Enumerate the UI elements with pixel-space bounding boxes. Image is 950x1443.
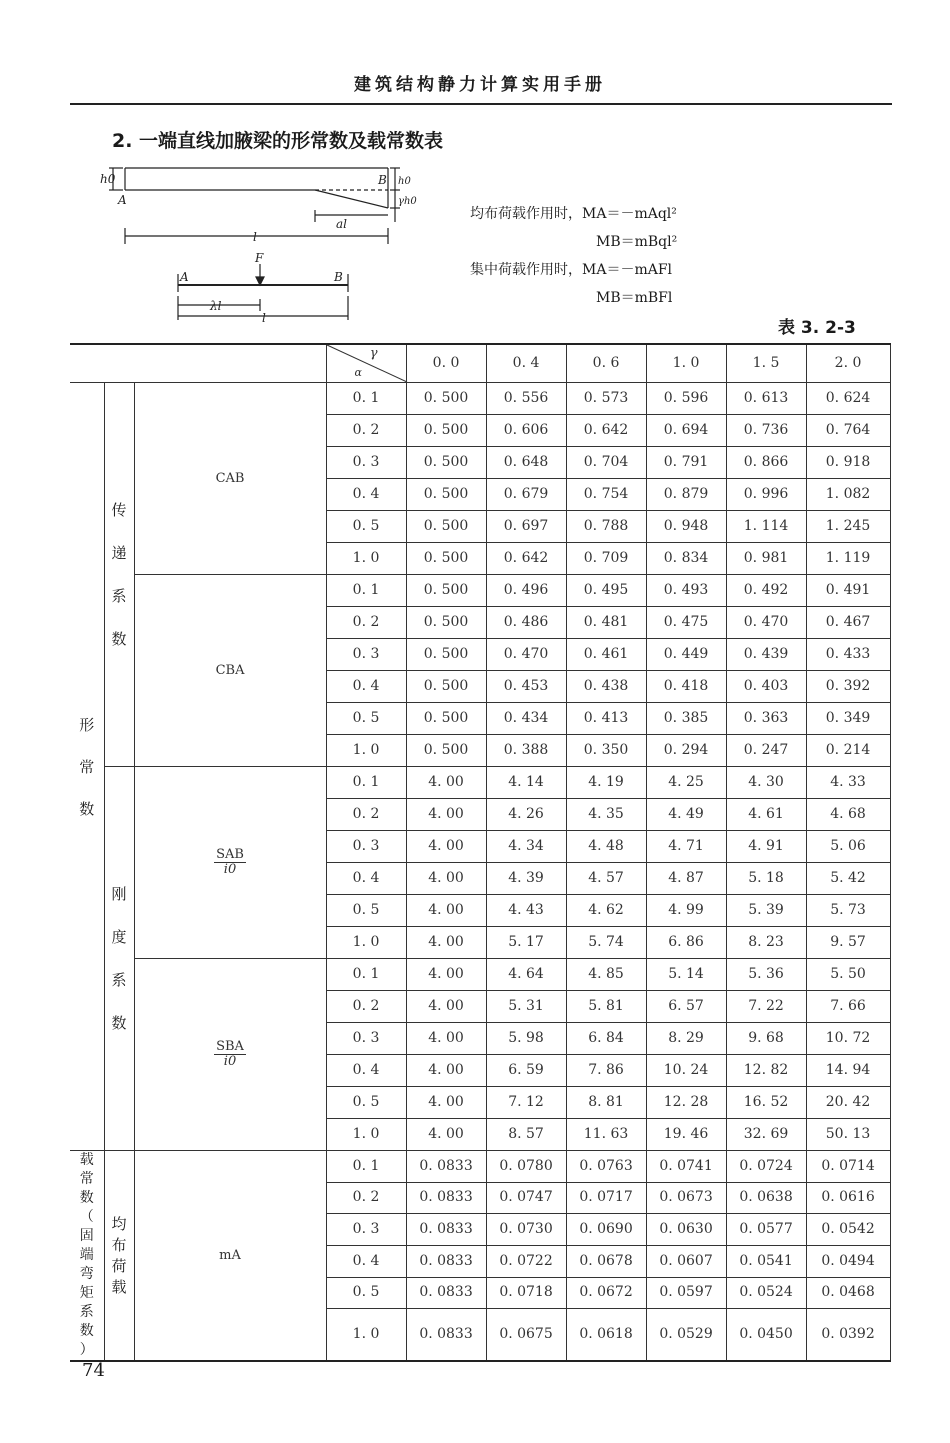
- value-cell: 0. 500: [406, 639, 486, 671]
- value-cell: 4. 00: [406, 767, 486, 799]
- value-cell: 4. 00: [406, 895, 486, 927]
- alpha-cell: 0. 4: [326, 1055, 406, 1087]
- table-row: [70, 1151, 890, 1183]
- value-cell: 0. 500: [406, 511, 486, 543]
- table-row: [70, 383, 890, 415]
- value-cell: 0. 679: [486, 479, 566, 511]
- alpha-cell: 1. 0: [326, 543, 406, 575]
- value-cell: 0. 573: [566, 383, 646, 415]
- running-header: 建筑结构静力计算实用手册: [354, 75, 606, 95]
- table-row: [70, 767, 890, 799]
- value-cell: 0. 0763: [566, 1151, 646, 1183]
- value-cell: 0. 495: [566, 575, 646, 607]
- value-cell: 8. 29: [646, 1023, 726, 1055]
- value-cell: 0. 0577: [726, 1214, 806, 1246]
- value-cell: 0. 648: [486, 447, 566, 479]
- value-cell: 0. 500: [406, 703, 486, 735]
- value-cell: 0. 0730: [486, 1214, 566, 1246]
- value-cell: 0. 0690: [566, 1214, 646, 1246]
- alpha-cell: 1. 0: [326, 735, 406, 767]
- value-cell: 0. 0833: [406, 1182, 486, 1214]
- value-cell: 0. 0597: [646, 1277, 726, 1309]
- subcategory-uniform-load-text: 均 布 荷 载: [111, 1214, 127, 1296]
- value-cell: 0. 433: [806, 639, 890, 671]
- alpha-cell: 0. 5: [326, 1277, 406, 1309]
- param-cab-label: CAB: [215, 470, 245, 486]
- header-blank: [70, 344, 326, 383]
- value-cell: 0. 475: [646, 607, 726, 639]
- category-load-constants: [70, 1151, 104, 1362]
- value-cell: 12. 28: [646, 1087, 726, 1119]
- value-cell: 50. 13: [806, 1119, 890, 1151]
- value-cell: 1. 114: [726, 511, 806, 543]
- header-gamma-2: 0. 6: [566, 344, 646, 383]
- alpha-cell: 1. 0: [326, 1119, 406, 1151]
- label-h0-left: h0: [100, 172, 116, 186]
- value-cell: 0. 596: [646, 383, 726, 415]
- header-gamma: γ: [369, 346, 378, 361]
- value-cell: 0. 0833: [406, 1309, 486, 1361]
- alpha-cell: 0. 2: [326, 1182, 406, 1214]
- value-cell: 0. 0673: [646, 1182, 726, 1214]
- value-cell: 4. 14: [486, 767, 566, 799]
- coefficient-table: [70, 343, 891, 1362]
- alpha-cell: 0. 4: [326, 479, 406, 511]
- value-cell: 0. 624: [806, 383, 890, 415]
- alpha-cell: 0. 5: [326, 1087, 406, 1119]
- value-cell: 0. 491: [806, 575, 890, 607]
- value-cell: 0. 449: [646, 639, 726, 671]
- value-cell: 9. 57: [806, 927, 890, 959]
- value-cell: 6. 86: [646, 927, 726, 959]
- value-cell: 4. 19: [566, 767, 646, 799]
- header-gamma-0: 0. 0: [406, 344, 486, 383]
- value-cell: 0. 0450: [726, 1309, 806, 1361]
- value-cell: 0. 0833: [406, 1277, 486, 1309]
- value-cell: 0. 0529: [646, 1309, 726, 1361]
- alpha-cell: 0. 1: [326, 959, 406, 991]
- value-cell: 0. 0672: [566, 1277, 646, 1309]
- value-cell: 7. 12: [486, 1087, 566, 1119]
- alpha-cell: 0. 1: [326, 1151, 406, 1183]
- value-cell: 5. 73: [806, 895, 890, 927]
- label-B: B: [378, 173, 387, 187]
- alpha-cell: 0. 4: [326, 671, 406, 703]
- value-cell: 0. 486: [486, 607, 566, 639]
- value-cell: 0. 363: [726, 703, 806, 735]
- value-cell: 4. 00: [406, 863, 486, 895]
- value-cell: 0. 500: [406, 607, 486, 639]
- value-cell: 5. 36: [726, 959, 806, 991]
- value-cell: 0. 500: [406, 383, 486, 415]
- value-cell: 0. 0724: [726, 1151, 806, 1183]
- subcategory-transfer: [104, 383, 134, 767]
- value-cell: 10. 72: [806, 1023, 890, 1055]
- value-cell: 0. 694: [646, 415, 726, 447]
- value-cell: 4. 57: [566, 863, 646, 895]
- header-rule: [70, 103, 892, 105]
- value-cell: 8. 23: [726, 927, 806, 959]
- value-cell: 0. 0722: [486, 1245, 566, 1277]
- value-cell: 1. 245: [806, 511, 890, 543]
- value-cell: 0. 642: [566, 415, 646, 447]
- value-cell: 0. 704: [566, 447, 646, 479]
- value-cell: 0. 500: [406, 415, 486, 447]
- value-cell: 0. 493: [646, 575, 726, 607]
- alpha-cell: 0. 5: [326, 511, 406, 543]
- alpha-cell: 0. 3: [326, 1214, 406, 1246]
- value-cell: 0. 788: [566, 511, 646, 543]
- label-l2: l: [262, 311, 266, 325]
- value-cell: 0. 500: [406, 735, 486, 767]
- param-ma-label: mA: [219, 1247, 241, 1263]
- value-cell: 0. 403: [726, 671, 806, 703]
- param-sab-fraction: [214, 848, 246, 878]
- value-cell: 4. 30: [726, 767, 806, 799]
- value-cell: 4. 64: [486, 959, 566, 991]
- value-cell: 0. 754: [566, 479, 646, 511]
- value-cell: 0. 0618: [566, 1309, 646, 1361]
- alpha-cell: 0. 3: [326, 1023, 406, 1055]
- value-cell: 0. 461: [566, 639, 646, 671]
- value-cell: 4. 00: [406, 831, 486, 863]
- value-cell: 0. 500: [406, 447, 486, 479]
- value-cell: 6. 84: [566, 1023, 646, 1055]
- value-cell: 0. 0630: [646, 1214, 726, 1246]
- value-cell: 1. 119: [806, 543, 890, 575]
- label-B2: B: [334, 270, 343, 284]
- header-diagonal: [326, 344, 406, 383]
- value-cell: 16. 52: [726, 1087, 806, 1119]
- alpha-cell: 0. 1: [326, 383, 406, 415]
- value-cell: 4. 25: [646, 767, 726, 799]
- header-gamma-4: 1. 5: [726, 344, 806, 383]
- alpha-cell: 0. 2: [326, 607, 406, 639]
- value-cell: 0. 0833: [406, 1214, 486, 1246]
- param-cba-label: CBA: [215, 662, 245, 678]
- value-cell: 0. 0542: [806, 1214, 890, 1246]
- alpha-cell: 0. 1: [326, 575, 406, 607]
- value-cell: 0. 996: [726, 479, 806, 511]
- value-cell: 0. 709: [566, 543, 646, 575]
- value-cell: 5. 98: [486, 1023, 566, 1055]
- value-cell: 4. 00: [406, 991, 486, 1023]
- value-cell: 0. 470: [486, 639, 566, 671]
- formula-uniform-ma: 均布荷载作用时，MA＝－mAql²: [470, 206, 677, 222]
- param-sba-numerator: SBA: [216, 1038, 244, 1054]
- alpha-cell: 0. 2: [326, 991, 406, 1023]
- value-cell: 5. 18: [726, 863, 806, 895]
- table-row: [70, 959, 890, 991]
- value-cell: 0. 481: [566, 607, 646, 639]
- value-cell: 0. 879: [646, 479, 726, 511]
- value-cell: 4. 49: [646, 799, 726, 831]
- value-cell: 5. 31: [486, 991, 566, 1023]
- value-cell: 0. 385: [646, 703, 726, 735]
- label-A: A: [118, 193, 127, 207]
- value-cell: 4. 26: [486, 799, 566, 831]
- subcategory-uniform-load: [104, 1151, 134, 1362]
- value-cell: 0. 866: [726, 447, 806, 479]
- value-cell: 0. 0718: [486, 1277, 566, 1309]
- value-cell: 4. 91: [726, 831, 806, 863]
- subcategory-stiffness: [104, 767, 134, 1151]
- value-cell: 5. 81: [566, 991, 646, 1023]
- label-al: al: [336, 217, 347, 231]
- subcategory-transfer-text: 传 递 系 数: [111, 500, 127, 648]
- value-cell: 0. 349: [806, 703, 890, 735]
- value-cell: 0. 0468: [806, 1277, 890, 1309]
- param-sba: [134, 959, 326, 1151]
- param-ma: [134, 1151, 326, 1362]
- value-cell: 0. 492: [726, 575, 806, 607]
- value-cell: 0. 0678: [566, 1245, 646, 1277]
- category-shape-constants-text: 形 常 数: [79, 715, 95, 818]
- value-cell: 4. 68: [806, 799, 890, 831]
- value-cell: 4. 00: [406, 959, 486, 991]
- value-cell: 0. 642: [486, 543, 566, 575]
- value-cell: 0. 439: [726, 639, 806, 671]
- value-cell: 7. 86: [566, 1055, 646, 1087]
- value-cell: 0. 0616: [806, 1182, 890, 1214]
- value-cell: 4. 00: [406, 1023, 486, 1055]
- load-arrowhead: [256, 277, 264, 285]
- param-cba: [134, 575, 326, 767]
- value-cell: 0. 0392: [806, 1309, 890, 1361]
- value-cell: 4. 61: [726, 799, 806, 831]
- value-cell: 4. 43: [486, 895, 566, 927]
- category-shape-constants: [70, 383, 104, 1151]
- value-cell: 4. 34: [486, 831, 566, 863]
- value-cell: 0. 764: [806, 415, 890, 447]
- value-cell: 4. 39: [486, 863, 566, 895]
- param-sab: [134, 767, 326, 959]
- value-cell: 0. 0833: [406, 1151, 486, 1183]
- value-cell: 5. 06: [806, 831, 890, 863]
- header-alpha: α: [354, 365, 362, 379]
- value-cell: 4. 71: [646, 831, 726, 863]
- value-cell: 0. 470: [726, 607, 806, 639]
- value-cell: 5. 17: [486, 927, 566, 959]
- label-h0-right: h0: [398, 176, 411, 187]
- page-number: 74: [82, 1360, 105, 1381]
- alpha-cell: 0. 3: [326, 831, 406, 863]
- subcategory-stiffness-text: 刚 度 系 数: [111, 884, 127, 1032]
- value-cell: 0. 392: [806, 671, 890, 703]
- value-cell: 0. 0780: [486, 1151, 566, 1183]
- table-row: [70, 575, 890, 607]
- value-cell: 0. 613: [726, 383, 806, 415]
- value-cell: 4. 00: [406, 1055, 486, 1087]
- value-cell: 0. 214: [806, 735, 890, 767]
- formula-point-mb: MB＝mBFl: [596, 290, 673, 306]
- value-cell: 0. 0714: [806, 1151, 890, 1183]
- value-cell: 4. 35: [566, 799, 646, 831]
- value-cell: 0. 0638: [726, 1182, 806, 1214]
- alpha-cell: 0. 1: [326, 767, 406, 799]
- value-cell: 0. 736: [726, 415, 806, 447]
- alpha-cell: 0. 2: [326, 415, 406, 447]
- value-cell: 0. 247: [726, 735, 806, 767]
- value-cell: 0. 467: [806, 607, 890, 639]
- value-cell: 6. 57: [646, 991, 726, 1023]
- value-cell: 8. 81: [566, 1087, 646, 1119]
- alpha-cell: 0. 4: [326, 863, 406, 895]
- value-cell: 4. 00: [406, 799, 486, 831]
- value-cell: 0. 918: [806, 447, 890, 479]
- value-cell: 0. 834: [646, 543, 726, 575]
- value-cell: 4. 62: [566, 895, 646, 927]
- value-cell: 0. 500: [406, 575, 486, 607]
- value-cell: 12. 82: [726, 1055, 806, 1087]
- category-load-constants-text: 载 常 数 （ 固 端 弯 矩 系 数 ）: [79, 1152, 94, 1358]
- value-cell: 20. 42: [806, 1087, 890, 1119]
- moment-formulas: [470, 200, 677, 312]
- value-cell: 4. 00: [406, 1087, 486, 1119]
- formula-uniform-mb: MB＝mBql²: [596, 234, 678, 250]
- header-gamma-5: 2. 0: [806, 344, 890, 383]
- value-cell: 0. 388: [486, 735, 566, 767]
- label-F: F: [255, 251, 264, 265]
- value-cell: 0. 697: [486, 511, 566, 543]
- alpha-cell: 1. 0: [326, 927, 406, 959]
- value-cell: 5. 14: [646, 959, 726, 991]
- value-cell: 19. 46: [646, 1119, 726, 1151]
- formula-point-ma: 集中荷载作用时，MA＝－mAFl: [470, 262, 673, 278]
- value-cell: 0. 606: [486, 415, 566, 447]
- param-sba-fraction: [214, 1040, 246, 1070]
- header-gamma-3: 1. 0: [646, 344, 726, 383]
- alpha-cell: 0. 4: [326, 1245, 406, 1277]
- value-cell: 0. 500: [406, 671, 486, 703]
- value-cell: 0. 500: [406, 479, 486, 511]
- value-cell: 4. 00: [406, 1119, 486, 1151]
- alpha-cell: 0. 5: [326, 895, 406, 927]
- alpha-cell: 0. 3: [326, 447, 406, 479]
- alpha-cell: 0. 2: [326, 799, 406, 831]
- value-cell: 9. 68: [726, 1023, 806, 1055]
- value-cell: 0. 0494: [806, 1245, 890, 1277]
- value-cell: 0. 556: [486, 383, 566, 415]
- value-cell: 0. 453: [486, 671, 566, 703]
- value-cell: 0. 496: [486, 575, 566, 607]
- alpha-cell: 0. 5: [326, 703, 406, 735]
- value-cell: 1. 082: [806, 479, 890, 511]
- value-cell: 4. 33: [806, 767, 890, 799]
- value-cell: 0. 0717: [566, 1182, 646, 1214]
- value-cell: 0. 0675: [486, 1309, 566, 1361]
- value-cell: 8. 57: [486, 1119, 566, 1151]
- value-cell: 5. 39: [726, 895, 806, 927]
- value-cell: 0. 418: [646, 671, 726, 703]
- value-cell: 32. 69: [726, 1119, 806, 1151]
- label-gamma-h0: γh0: [398, 196, 417, 207]
- value-cell: 4. 87: [646, 863, 726, 895]
- value-cell: 7. 22: [726, 991, 806, 1023]
- value-cell: 4. 00: [406, 927, 486, 959]
- value-cell: 14. 94: [806, 1055, 890, 1087]
- value-cell: 11. 63: [566, 1119, 646, 1151]
- value-cell: 0. 0741: [646, 1151, 726, 1183]
- value-cell: 0. 438: [566, 671, 646, 703]
- header-diagonal-line: [327, 345, 407, 382]
- beam-haunch: [315, 190, 388, 208]
- table-caption: 表 3. 2-3: [778, 318, 856, 338]
- value-cell: 0. 0747: [486, 1182, 566, 1214]
- param-sab-numerator: SAB: [216, 846, 244, 862]
- value-cell: 7. 66: [806, 991, 890, 1023]
- value-cell: 4. 85: [566, 959, 646, 991]
- header-gamma-1: 0. 4: [486, 344, 566, 383]
- value-cell: 0. 413: [566, 703, 646, 735]
- value-cell: 0. 0833: [406, 1245, 486, 1277]
- value-cell: 0. 350: [566, 735, 646, 767]
- value-cell: 0. 294: [646, 735, 726, 767]
- value-cell: 0. 981: [726, 543, 806, 575]
- alpha-cell: 1. 0: [326, 1309, 406, 1361]
- value-cell: 5. 74: [566, 927, 646, 959]
- value-cell: 0. 948: [646, 511, 726, 543]
- value-cell: 0. 0541: [726, 1245, 806, 1277]
- label-l: l: [253, 230, 257, 244]
- value-cell: 4. 48: [566, 831, 646, 863]
- value-cell: 5. 42: [806, 863, 890, 895]
- param-cab: [134, 383, 326, 575]
- section-title: 2. 一端直线加腋梁的形常数及载常数表: [112, 130, 444, 152]
- value-cell: 10. 24: [646, 1055, 726, 1087]
- value-cell: 4. 99: [646, 895, 726, 927]
- value-cell: 0. 500: [406, 543, 486, 575]
- value-cell: 0. 791: [646, 447, 726, 479]
- param-sab-denominator: i0: [223, 861, 237, 877]
- value-cell: 0. 434: [486, 703, 566, 735]
- value-cell: 5. 50: [806, 959, 890, 991]
- alpha-cell: 0. 3: [326, 639, 406, 671]
- value-cell: 0. 0607: [646, 1245, 726, 1277]
- header-row: [70, 344, 890, 383]
- label-lambda-l: λl: [210, 299, 222, 313]
- param-sba-denominator: i0: [223, 1053, 237, 1069]
- value-cell: 0. 0524: [726, 1277, 806, 1309]
- haunched-beam-diagram: [100, 160, 417, 330]
- value-cell: 6. 59: [486, 1055, 566, 1087]
- label-A2: A: [180, 270, 189, 284]
